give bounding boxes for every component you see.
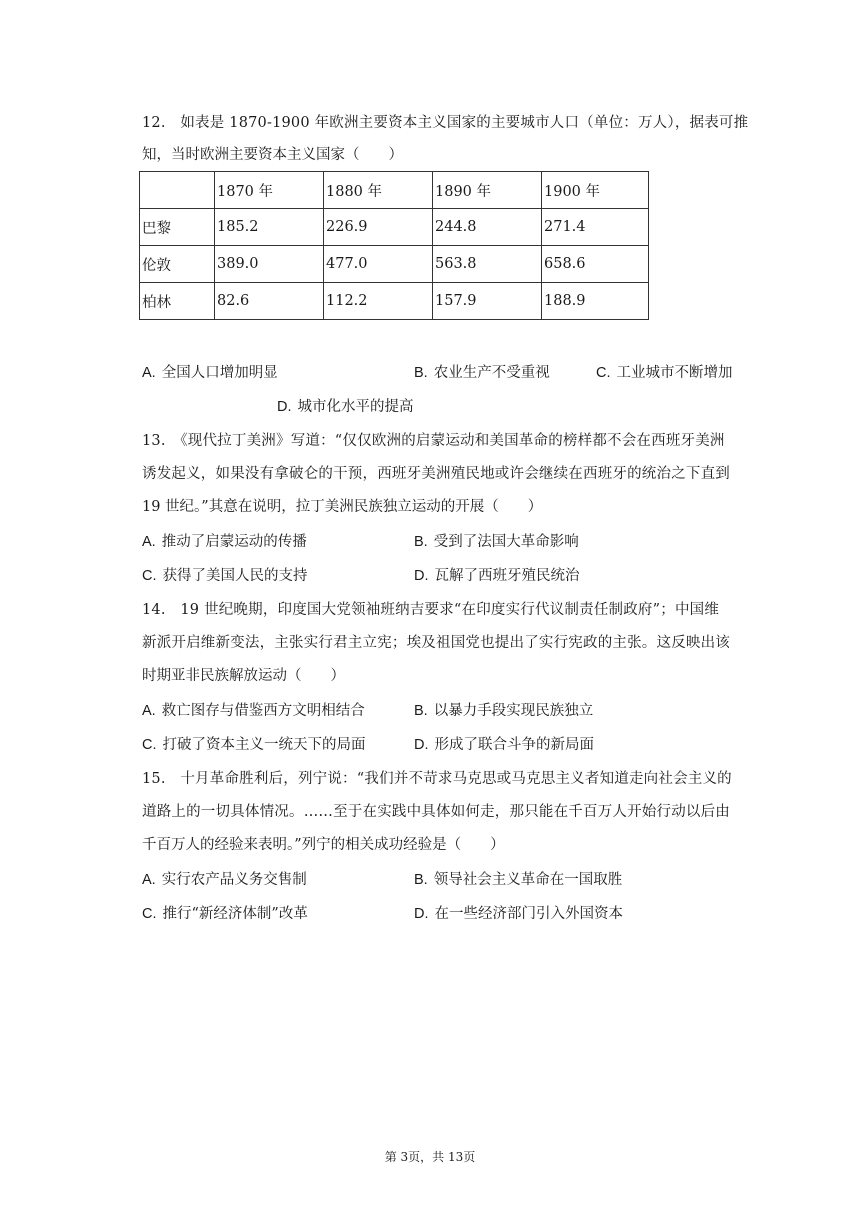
table-cell: 185.2 bbox=[215, 209, 324, 246]
option-text: 农业生产不受重视 bbox=[433, 365, 550, 381]
option-letter: D. bbox=[414, 906, 429, 922]
table-cell: 82.6 bbox=[215, 283, 324, 320]
q14-stem-line2: 新派开启维新变法，主张实行君主立宪；埃及祖国党也提出了实行宪政的主张。这反映出该 bbox=[142, 635, 730, 651]
q13-stem-line3: 19 世纪。”其意在说明，拉丁美洲民族独立运动的开展（ ） bbox=[142, 499, 543, 515]
table-row bbox=[140, 246, 649, 283]
q14-option-a[interactable] bbox=[142, 701, 365, 721]
option-letter: C. bbox=[142, 568, 157, 584]
q14-stem-line3: 时期亚非民族解放运动（ ） bbox=[142, 668, 345, 684]
table-cell: 112.2 bbox=[324, 283, 433, 320]
option-letter: D. bbox=[277, 399, 292, 415]
option-text: 领导社会主义革命在一国取胜 bbox=[433, 872, 623, 888]
table-header-cell: 1900 年 bbox=[542, 172, 649, 209]
table-cell: 157.9 bbox=[433, 283, 542, 320]
option-text: 形成了联合斗争的新局面 bbox=[434, 737, 594, 753]
option-letter: C. bbox=[596, 365, 611, 381]
table-header-cell bbox=[140, 172, 215, 209]
q13-option-b[interactable] bbox=[414, 532, 579, 552]
q14-option-b[interactable] bbox=[414, 701, 593, 721]
option-text: 受到了法国大革命影响 bbox=[433, 534, 579, 550]
option-text: 城市化水平的提高 bbox=[297, 399, 414, 415]
q13-option-c[interactable] bbox=[142, 566, 308, 586]
table-cell: 271.4 bbox=[542, 209, 649, 246]
q13-option-d[interactable] bbox=[414, 566, 580, 586]
table-cell: 563.8 bbox=[433, 246, 542, 283]
q12-stem-line2: 知，当时欧洲主要资本主义国家（ ） bbox=[142, 147, 403, 163]
table-cell: 188.9 bbox=[542, 283, 649, 320]
option-letter: A. bbox=[142, 534, 156, 550]
option-letter: B. bbox=[414, 534, 428, 550]
q15-option-a[interactable] bbox=[142, 870, 307, 890]
table-cell: 244.8 bbox=[433, 209, 542, 246]
q14-option-c[interactable] bbox=[142, 735, 366, 755]
option-text: 救亡图存与借鉴西方文明相结合 bbox=[161, 703, 365, 719]
option-text: 获得了美国人民的支持 bbox=[162, 568, 308, 584]
table-cell: 伦敦 bbox=[140, 246, 215, 283]
q14-option-d[interactable] bbox=[414, 735, 594, 755]
table-cell: 巴黎 bbox=[140, 209, 215, 246]
option-letter: A. bbox=[142, 703, 156, 719]
q15-stem-line2: 道路上的一切具体情况。……至于在实践中具体如何走，那只能在千百万人开始行动以后由 bbox=[142, 804, 730, 820]
table-row bbox=[140, 209, 649, 246]
table-cell: 477.0 bbox=[324, 246, 433, 283]
q14-stem-line1: 14. 19 世纪晚期，印度国大党领袖班纳吉要求“在印度实行代议制责任制政府”；中国维 bbox=[142, 602, 720, 618]
option-text: 打破了资本主义一统天下的局面 bbox=[162, 737, 366, 753]
q12-stem-line1: 12. 如表是 1870-1900 年欧洲主要资本主义国家的主要城市人口（单位：万人），据表可推 bbox=[142, 115, 749, 131]
option-text: 工业城市不断增加 bbox=[616, 365, 733, 381]
table-header-row bbox=[140, 172, 649, 209]
q13-option-a[interactable] bbox=[142, 532, 307, 552]
option-letter: B. bbox=[414, 365, 428, 381]
q12-option-d[interactable] bbox=[277, 397, 414, 417]
q13-stem-line2: 诱发起义，如果没有拿破仑的干预，西班牙美洲殖民地或许会继续在西班牙的统治之下直到 bbox=[142, 466, 730, 482]
q15-option-c[interactable] bbox=[142, 904, 308, 924]
q15-option-b[interactable] bbox=[414, 870, 622, 890]
table-cell: 658.6 bbox=[542, 246, 649, 283]
option-letter: D. bbox=[414, 568, 429, 584]
table-header-cell: 1880 年 bbox=[324, 172, 433, 209]
q13-stem-line1: 13. 《现代拉丁美洲》写道：“仅仅欧洲的启蒙运动和美国革命的榜样都不会在西班牙美洲 bbox=[142, 433, 725, 449]
option-text: 推行“新经济体制”改革 bbox=[162, 906, 308, 922]
option-text: 在一些经济部门引入外国资本 bbox=[434, 906, 623, 922]
option-text: 实行农产品义务交售制 bbox=[161, 872, 307, 888]
q12-option-b[interactable] bbox=[414, 363, 550, 383]
page-footer: 第 3页，共 13页 bbox=[384, 1150, 476, 1164]
option-text: 全国人口增加明显 bbox=[161, 365, 278, 381]
option-text: 以暴力手段实现民族独立 bbox=[433, 703, 594, 719]
option-text: 瓦解了西班牙殖民统治 bbox=[434, 568, 580, 584]
q15-stem-line1: 15. 十月革命胜利后，列宁说：“我们并不苛求马克思或马克思主义者知道走向社会主义的 bbox=[142, 771, 732, 787]
option-text: 推动了启蒙运动的传播 bbox=[161, 534, 307, 550]
q12-option-a[interactable] bbox=[142, 363, 278, 383]
table-header-cell: 1890 年 bbox=[433, 172, 542, 209]
population-table bbox=[139, 171, 649, 320]
q15-option-d[interactable] bbox=[414, 904, 623, 924]
option-letter: B. bbox=[414, 703, 428, 719]
option-letter: A. bbox=[142, 872, 156, 888]
table-cell: 389.0 bbox=[215, 246, 324, 283]
table-cell: 226.9 bbox=[324, 209, 433, 246]
q12-option-c[interactable] bbox=[596, 363, 733, 383]
option-letter: D. bbox=[414, 737, 429, 753]
table-cell: 柏林 bbox=[140, 283, 215, 320]
table-header-cell: 1870 年 bbox=[215, 172, 324, 209]
q15-stem-line3: 千百万人的经验来表明。”列宁的相关成功经验是（ ） bbox=[142, 837, 505, 853]
table-row bbox=[140, 283, 649, 320]
option-letter: B. bbox=[414, 872, 428, 888]
option-letter: A. bbox=[142, 365, 156, 381]
option-letter: C. bbox=[142, 906, 157, 922]
option-letter: C. bbox=[142, 737, 157, 753]
